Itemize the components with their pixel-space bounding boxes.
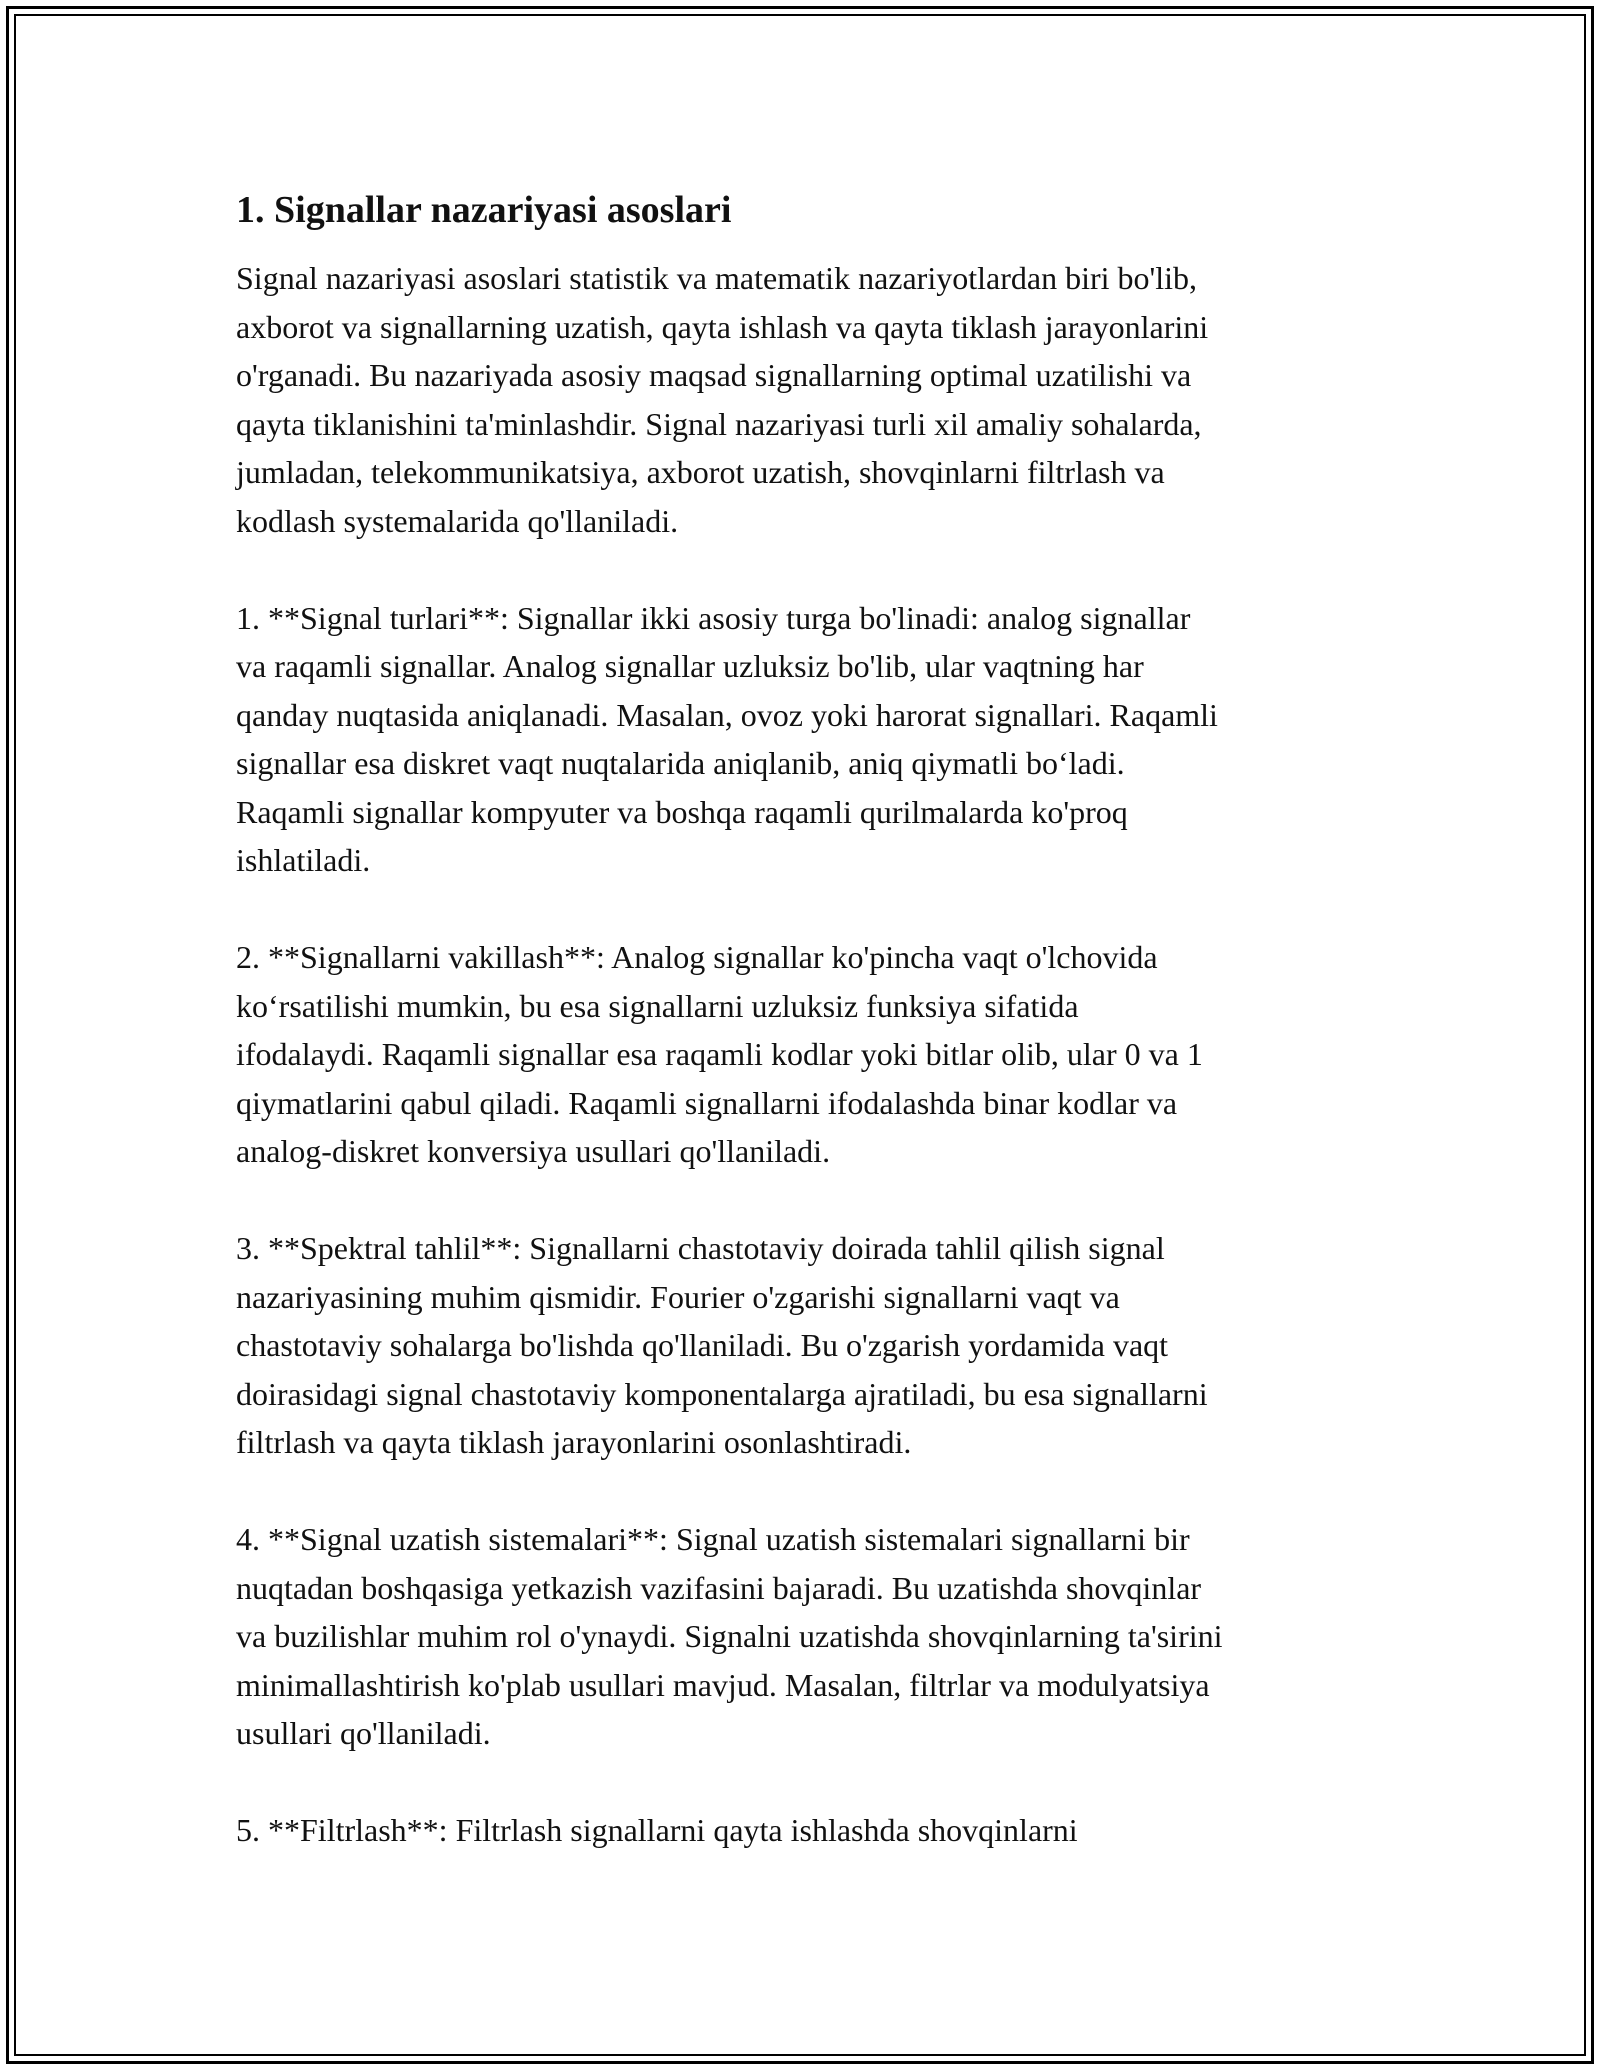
text-line: axborot va signallarning uzatish, qayta ishlash va qayta tiklash jarayonlarini (236, 308, 1209, 345)
text-line: ko‘rsatilishi mumkin, bu esa signallarni uzluksiz funksiya sifatida (236, 987, 1079, 1024)
text-line: analog-diskret konversiya usullari qo'llaniladi. (236, 1133, 831, 1169)
text-line: ifodalaydi. Raqamli signallar esa raqamli kodlar yoki bitlar olib, ular 0 va 1 (236, 1036, 1203, 1072)
text-line: 4. **Signal uzatish sistemalari**: Signal uzatish sistemalari signallarni bir (236, 1521, 1190, 1557)
text-line: nazariyasining muhim qismidir. Fourier o'zgarishi signallarni vaqt va (236, 1278, 1120, 1315)
text-line: usullari qo'llaniladi. (236, 1715, 491, 1751)
text-line: nuqtadan boshqasiga yetkazish vazifasini bajaradi. Bu uzatishda shovqinlar (236, 1569, 1202, 1606)
document-title: 1. Signallar nazariyasi asoslari (236, 189, 732, 231)
section-filtrlash (236, 1806, 1366, 1855)
text-line: va raqamli signallar. Analog signallar uzluksiz bo'lib, ular vaqtning har (236, 648, 1144, 684)
section-signallarni-vakillash (236, 933, 1366, 1176)
text-line: qiymatlarini qabul qiladi. Raqamli signallarni ifodalashda binar kodlar va (236, 1084, 1178, 1121)
section-spektral-tahlil (236, 1224, 1366, 1467)
text-line: Signal nazariyasi asoslari statistik va matematik nazariyotlardan biri bo'lib, (236, 260, 1198, 296)
text-line: minimallashtirish ko'plab usullari mavjud. Masalan, filtrlar va modulyatsiya (236, 1666, 1210, 1703)
text-line: ishlatiladi. (236, 842, 371, 878)
text-line: 3. **Spektral tahlil**: Signallarni chastotaviy doirada tahlil qilish signal (236, 1230, 1165, 1266)
intro-paragraph (236, 254, 1366, 545)
text-line: chastotaviy sohalarga bo'lishda qo'llaniladi. Bu o'zgarish yordamida vaqt (236, 1327, 1169, 1363)
text-line: filtrlash va qayta tiklash jarayonlarini osonlashtiradi. (236, 1424, 912, 1460)
text-line: 5. **Filtrlash**: Filtrlash signallarni qayta ishlashda shovqinlarni (236, 1812, 1078, 1848)
text-line: Raqamli signallar kompyuter va boshqa raqamli qurilmalarda ko'proq (236, 793, 1128, 830)
text-line: va buzilishlar muhim rol o'ynaydi. Signalni uzatishda shovqinlarning ta'sirini (236, 1618, 1223, 1654)
text-line: jumladan, telekommunikatsiya, axborot uzatish, shovqinlarni filtrlash va (236, 454, 1165, 490)
text-line: signallar esa diskret vaqt nuqtalarida aniqlanib, aniq qiymatli bo‘ladi. (236, 745, 1125, 781)
text-line: qayta tiklanishini ta'minlashdir. Signal nazariyasi turli xil amaliy sohalarda, (236, 405, 1202, 442)
text-line: doirasidagi signal chastotaviy komponentalarga ajratiladi, bu esa signallarni (236, 1375, 1208, 1412)
text-line: 2. **Signallarni vakillash**: Analog signallar ko'pincha vaqt o'lchovida (236, 939, 1158, 975)
text-line: qanday nuqtasida aniqlanadi. Masalan, ovoz yoki harorat signallari. Raqamli (236, 696, 1218, 733)
section-signal-uzatish-sistemalari (236, 1515, 1366, 1758)
document-body (236, 186, 1366, 1903)
section-signal-turlari (236, 594, 1366, 885)
text-line: o'rganadi. Bu nazariyada asosiy maqsad signallarning optimal uzatilishi va (236, 357, 1192, 393)
text-line: kodlash systemalarida qo'llaniladi. (236, 502, 679, 539)
text-line: 1. **Signal turlari**: Signallar ikki asosiy turga bo'linadi: analog signallar (236, 599, 1191, 636)
